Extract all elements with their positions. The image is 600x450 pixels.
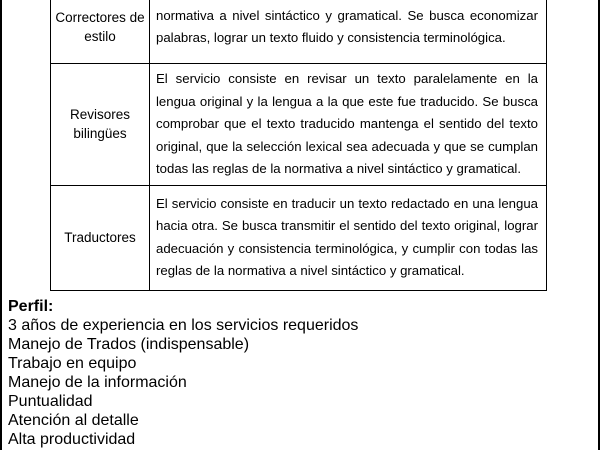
list-item: Manejo de la información xyxy=(8,374,187,391)
perfil-list xyxy=(8,316,358,449)
table-row-traductores xyxy=(51,185,547,290)
role-cell: Traductores xyxy=(51,185,150,290)
role-cell: Revisores bilingües xyxy=(51,64,150,186)
list-item: Puntualidad xyxy=(8,393,93,410)
table-row-revisores xyxy=(51,64,547,186)
description-cell: El servicio consiste en revisar un texto paralelamente en la lengua original y la lengua a la que este fue traducido. Se busca comprobar que el texto traducido mantenga el sentido del texto original, que la selección lexical sea adecuada y que se cumplan todas las reglas de la normativa a nivel sintáctico y gramatical. xyxy=(150,64,547,186)
table-row-correctores xyxy=(51,0,547,64)
services-table xyxy=(50,0,547,291)
list-item: Alta productividad xyxy=(8,431,136,448)
list-item: Atención al detalle xyxy=(8,412,139,429)
list-item: Manejo de Trados (indispensable) xyxy=(8,336,250,353)
description-cell: El servicio consiste en traducir un texto redactado en una lengua hacia otra. Se busca transmitir el sentido del texto original, lograr adecuación y consistencia terminológica, y cumplir con todas las reglas de la normativa a nivel sintáctico y gramatical. xyxy=(150,185,547,290)
list-item: 3 años de experiencia en los servicios requeridos xyxy=(8,317,359,334)
perfil-title: Perfil: xyxy=(8,298,54,315)
list-item: Trabajo en equipo xyxy=(8,355,137,372)
perfil-section xyxy=(8,297,358,449)
description-cell: normativa a nivel sintáctico y gramatical. Se busca economizar palabras, lograr un texto fluido y consistencia terminológica. xyxy=(150,0,547,64)
role-cell: Correctores de estilo xyxy=(51,0,150,64)
